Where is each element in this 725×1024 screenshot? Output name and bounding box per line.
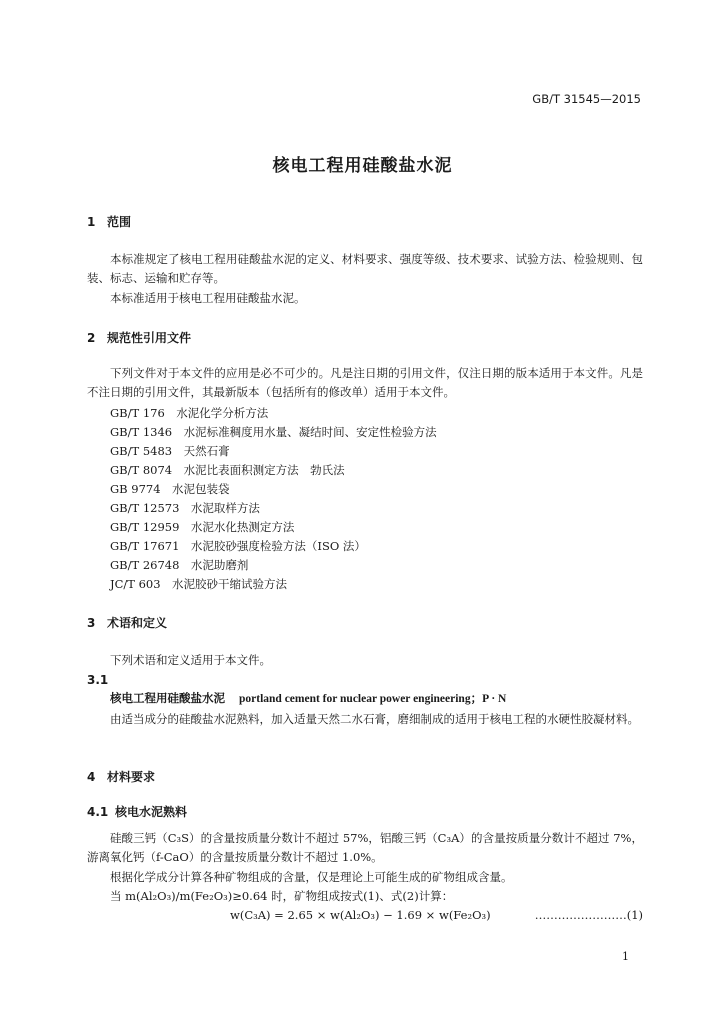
section-number: 1 [87,215,96,229]
page-number: 1 [622,950,629,963]
document-title: 核电工程用硅酸盐水泥 [272,156,453,176]
reference-item: GB/T 5483 天然石膏 [110,444,230,458]
reference-item: GB/T 12959 水泥水化热测定方法 [110,520,295,534]
formula-1: w(C₃A) = 2.65 × w(Al₂O₃) − 1.69 × w(Fe₂O₃) [230,908,491,922]
scope-paragraph-1: 本标准规定了核电工程用硅酸盐水泥的定义、材料要求、强度等级、技术要求、试验方法、检验规则、包装、标志、运输和贮存等。 [87,252,643,285]
section-4-heading [87,768,155,785]
term-chinese: 核电工程用硅酸盐水泥 [110,691,225,705]
normative-intro: 下列文件对于本文件的应用是必不可少的。凡是注日期的引用文件，仅注日期的版本适用于本文件。凡是不注日期的引用文件，其最新版本（包括所有的修改单）适用于本文件。 [87,366,643,399]
reference-item: JC/T 603 水泥胶砂干缩试验方法 [110,577,288,591]
section-2-heading [87,329,191,346]
reference-item: GB 9774 水泥包装袋 [110,482,230,496]
section-title: 材料要求 [107,770,156,784]
term-definition: 由适当成分的硅酸盐水泥熟料，加入适量天然二水石膏，磨细制成的适用于核电工程的水硬性胶凝材料。 [110,712,639,726]
materials-paragraph-2: 根据化学成分计算各种矿物组成的含量，仅是理论上可能生成的矿物组成含量。 [110,870,513,884]
section-number: 4.1 [87,805,109,819]
equation-number: ……………………(1) [534,908,643,922]
section-number: 3 [87,616,96,630]
term-english: portland cement for nuclear power engineering；P · N [239,693,507,705]
reference-item: GB/T 12573 水泥取样方法 [110,501,260,515]
section-title: 核电水泥熟料 [115,805,188,819]
materials-paragraph-3: 当 m(Al₂O₃)/m(Fe₂O₃)≥0.64 时，矿物组成按式(1)、式(2)计算： [110,889,454,903]
term-heading [110,690,506,706]
reference-item: GB/T 8074 水泥比表面积测定方法 勃氏法 [110,463,345,477]
section-title: 范围 [107,215,132,229]
reference-item: GB/T 17671 水泥胶砂强度检验方法（ISO 法） [110,539,366,553]
clause-number: 3.1 [87,673,109,687]
reference-item: GB/T 176 水泥化学分析方法 [110,406,269,420]
terms-intro: 下列术语和定义适用于本文件。 [110,653,271,667]
section-title: 术语和定义 [107,616,168,630]
reference-item: GB/T 1346 水泥标准稠度用水量、凝结时间、安定性检验方法 [110,425,437,439]
section-number: 4 [87,770,96,784]
section-title: 规范性引用文件 [107,331,192,345]
materials-paragraph-1: 硅酸三钙（C₃S）的含量按质量分数计不超过 57%，铝酸三钙（C₃A）的含量按质量分数计不超过 7%，游离氧化钙（f-CaO）的含量按质量分数计不超过 1.0%。 [87,831,643,864]
section-4-1-heading [87,803,187,820]
standard-code: GB/T 31545—2015 [532,92,641,106]
section-3-heading [87,614,167,631]
reference-item: GB/T 26748 水泥助磨剂 [110,558,249,572]
section-number: 2 [87,331,96,345]
scope-paragraph-2: 本标准适用于核电工程用硅酸盐水泥。 [110,291,306,305]
section-1-heading [87,213,131,230]
